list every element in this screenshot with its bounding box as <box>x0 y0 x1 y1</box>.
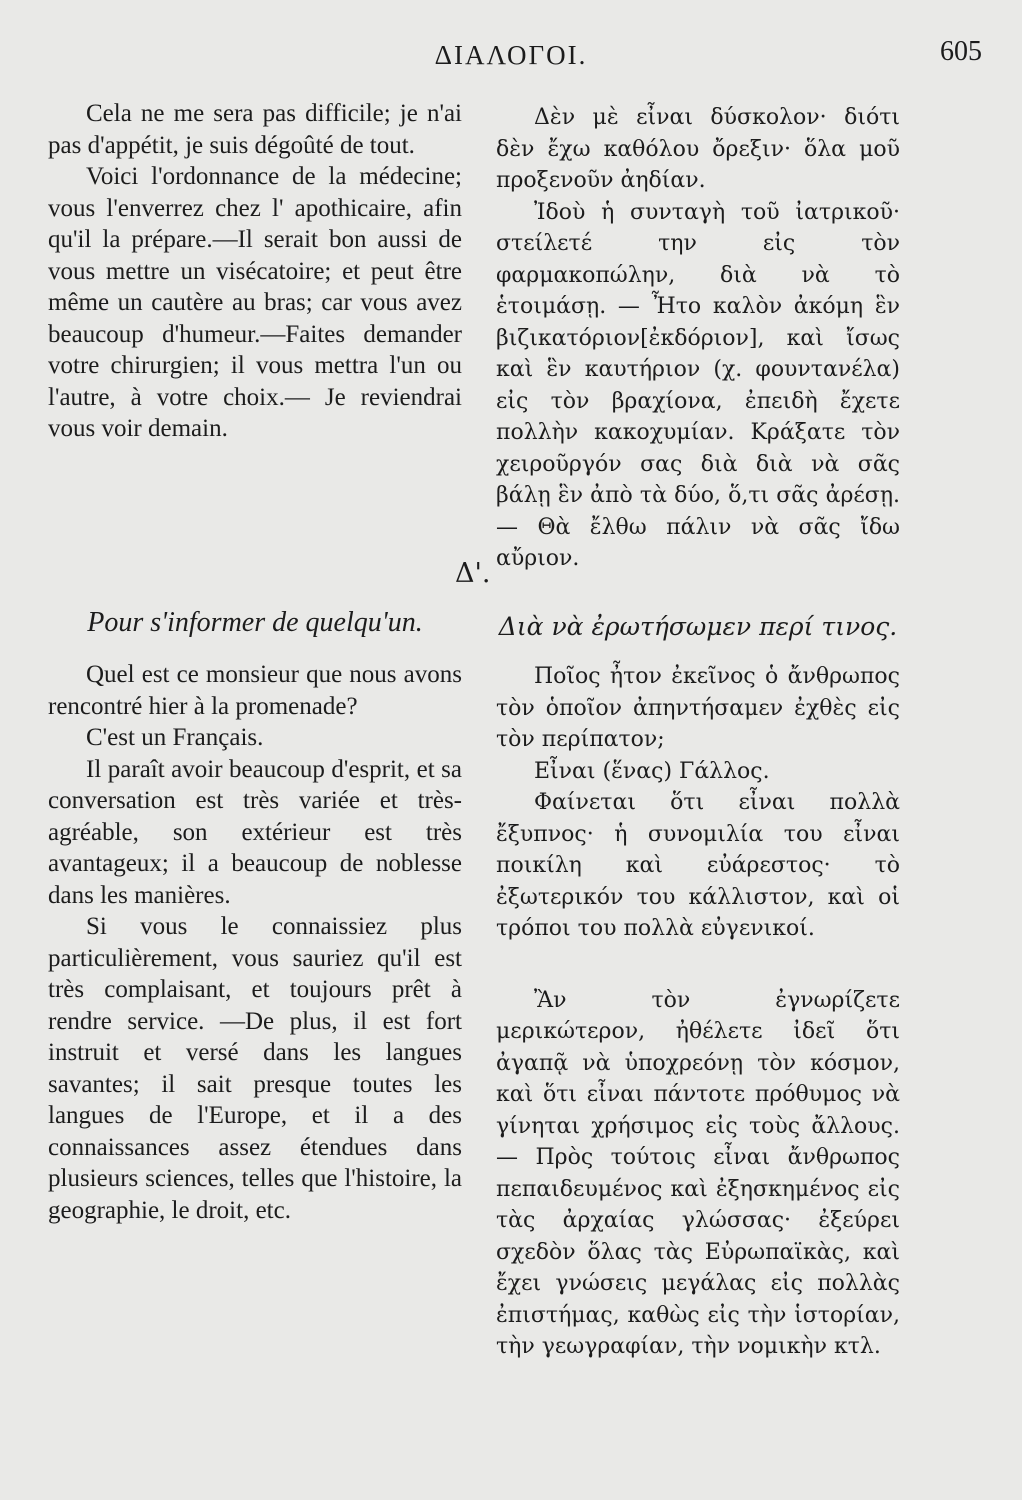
french-paragraph: Cela ne me sera pas difficile; je n'ai pas d'appétit, je suis dégoûté de tout. <box>48 100 462 159</box>
greek-paragraph: Δὲν μὲ εἶναι δύσκολον· διότι δὲν ἔχω καθόλου ὄρεξιν· ὅλα μοῦ προξενοῦν ἀηδίαν. <box>496 105 900 193</box>
section-number: Δ'. <box>455 558 491 589</box>
running-title: ΔΙΑΛΟΓΟΙ. <box>434 40 588 70</box>
greek-column-top <box>496 102 900 575</box>
greek-paragraph: Ποῖος ἦτον ἐκεῖνος ὁ ἄνθρωπος τὸν ὁποῖον ἀπηντήσαμεν ἐχθὲς εἰς τὸν περίπατον; <box>496 664 900 752</box>
french-paragraph: Voici l'ordonnance de la médecine; vous l'enverrez chez l' apothicaire, afin qu'il la prépare.—Il serait bon aussi de vous mettre un visécatoire; et peut être même un cautère au bras; car vous avez beaucoup d'humeur.—Faites demander votre chirurgien; il vous mettra l'un ou l'autre, à votre choix.— Je reviendrai vous voir demain. <box>48 163 462 442</box>
running-header <box>0 36 1022 80</box>
greek-paragraph: Φαίνεται ὅτι εἶναι πολλὰ ἔξυπνος· ἡ συνομιλία του εἶναι ποικίλη καὶ εὐάρεστος· τὸ ἐξωτερικόν του κάλλιστον, καὶ οἱ τρόποι του πολλὰ εὐγενικοί. <box>496 790 900 941</box>
french-column-bottom <box>48 606 462 1226</box>
french-paragraph: Quel est ce monsieur que nous avons rencontré hier à la promenade? <box>48 661 462 720</box>
french-paragraph: C'est un Français. <box>86 724 264 751</box>
french-column-top <box>48 98 462 445</box>
greek-paragraph: Ἰδοὺ ἡ συνταγὴ τοῦ ἰατρικοῦ· στείλετέ την εἰς τὸν φαρμακοπώλην, διὰ νὰ τὸ ἑτοιμάσῃ. — Ἦτο καλὸν ἀκόμη ἓν βιζικατόριον[ἐκδόριον], καὶ ἴσως καὶ ἓν καυτήριον (χ. φουντανέλα) εἰς τὸν βραχίονα, ἐπειδὴ ἔχετε πολλὴν κακοχυμίαν. Κράξατε τὸν χειροῦργόν σας διὰ διὰ νὰ σᾶς βάλῃ ἓν ἀπὸ τὰ δύο, ὅ,τι σᾶς ἀρέσῃ.— Θὰ ἔλθω πάλιν νὰ σᾶς ἴδω αὔριον. <box>496 199 900 571</box>
greek-paragraph: Ἂν τὸν ἐγνωρίζετε μερικώτερον, ἠθέλετε ἰδεῖ ὅτι ἀγαπᾷ νὰ ὑποχρεόνῃ τὸν κόσμον, καὶ ὅτι εἶναι πάντοτε πρόθυμος νὰ γίνηται χρήσιμος εἰς τοὺς ἄλλους.— Πρὸς τούτοις εἶναι ἄνθρωπος πεπαιδευμένος καὶ ἐξησκημένος εἰς τὰς ἀρχαίας γλώσσας· ἐξεύρει σχεδὸν ὅλας τὰς Εὐρωπαϊκὰς, καὶ ἔχει γνώσεις μεγάλας εἰς πολλὰς ἐπιστήμας, καθὼς εἰς τὴν ἱστορίαν, τὴν γεωγραφίαν, τὴν νομικὴν κτλ. <box>496 987 900 1359</box>
greek-column-bottom <box>496 610 900 1363</box>
french-paragraph: Si vous le connaissiez plus particulièrement, vous sauriez qu'il est très complaisant, et toujours prêt à rendre service. —De plus, il est fort instruit et versé dans les langues savantes; il sait presque toutes les langues de l'Europe, et il a des connaissances assez étendues dans plusieurs sciences, telles que l'histoire, la geographie, le droit, etc. <box>48 913 462 1224</box>
greek-paragraph: Εἶναι (ἕνας) Γάλλος. <box>534 758 770 784</box>
greek-section-heading: Διὰ νὰ ἐρωτήσωμεν περί τινος. <box>498 612 898 641</box>
french-paragraph: Il paraît avoir beaucoup d'esprit, et sa conversation est très variée et très-agréable, son extérieur est très avantageux; il a beaucoup de noblesse dans les manières. <box>48 755 462 909</box>
page-number: 605 <box>940 36 982 67</box>
french-section-heading: Pour s'informer de quelqu'un. <box>87 607 423 638</box>
